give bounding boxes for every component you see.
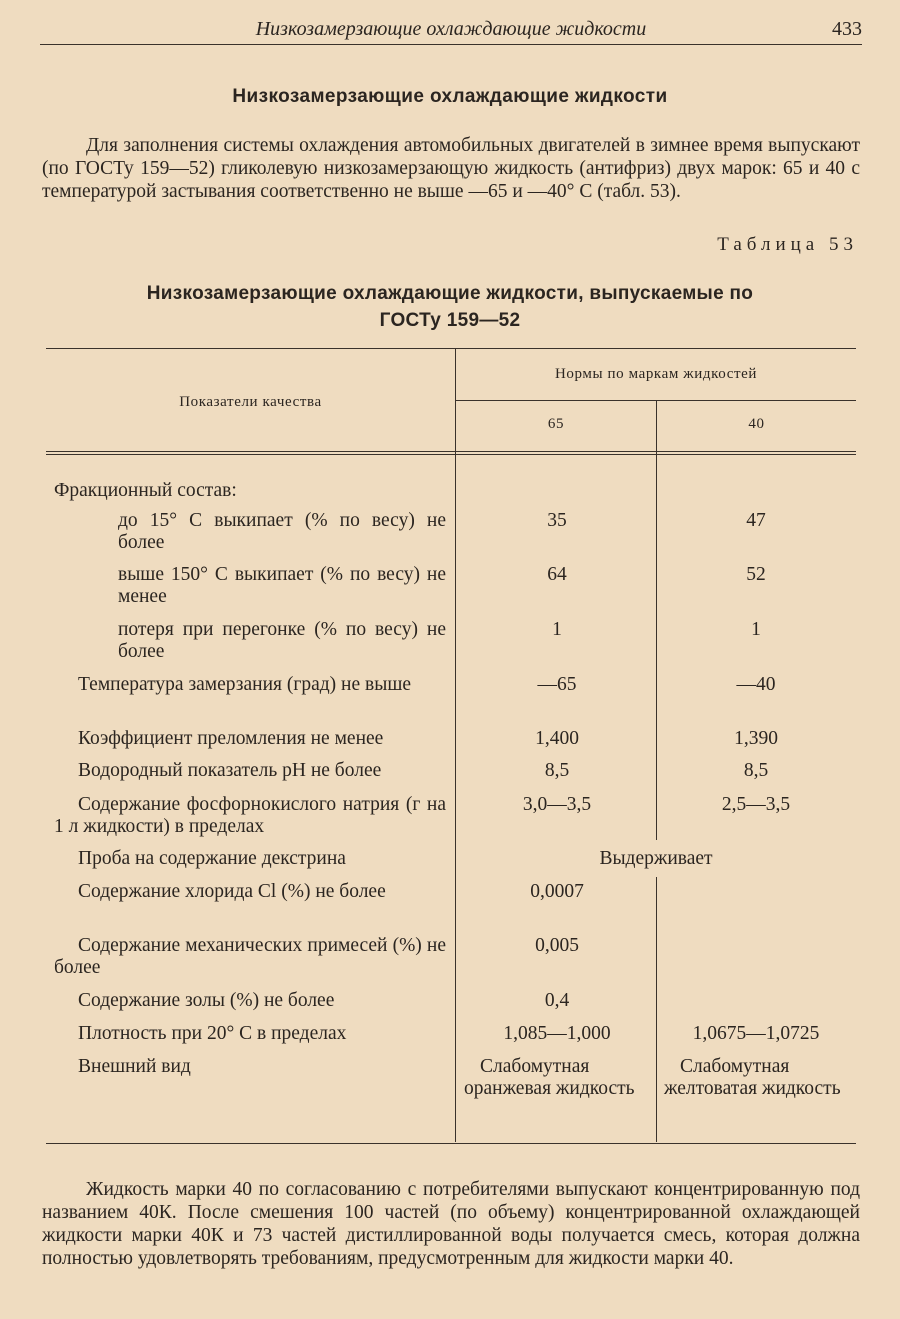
row-chloride-label: Содержание хлорида Cl (%) не более	[78, 881, 386, 902]
row-mech-65: 0,005	[535, 935, 579, 956]
fraction-heading: Фракционный состав:	[54, 480, 237, 501]
row-freeze-65: —65	[537, 674, 577, 695]
row-dextrin-merged: Выдерживает	[599, 848, 713, 869]
row-phosphate-40: 2,5—3,5	[721, 794, 791, 815]
row-loss-40: 1	[751, 619, 761, 640]
outro-paragraph: Жидкость марки 40 по согласованию с потребителями выпускают концентрированную под названием 40К. После смешения 100 частей (по объему) концентрированной охлаждающей жидкости марки 40К и 73 частей дистиллированной воды получается смесь, которая должна полностью удовлетворять требованиям, предусмотренным для жидкости марки 40.	[42, 1179, 860, 1269]
intro-paragraph: Для заполнения системы охлаждения автомобильных двигателей в зимнее время выпускают (по ГОСТу 159—52) гликолевую низкозамерзающую жидкость (антифриз) двух марок: 65 и 40 с температурой застывания соответственно не выше —65 и —40° С (табл. 53).	[42, 135, 860, 202]
row-dextrin-label: Проба на содержание декстрина	[78, 848, 346, 869]
row-chloride-65: 0,0007	[530, 881, 584, 902]
row-freeze-label: Температура замерзания (град) не выше	[78, 674, 411, 695]
row-refraction-65: 1,400	[535, 728, 579, 749]
row-ash-65: 0,4	[544, 990, 570, 1011]
running-header	[40, 14, 862, 45]
row-ph-label: Водородный показатель рН не более	[78, 760, 382, 781]
table-title-line1: Низкозамерзающие охлаждающие жидкости, выпускаемые по	[146, 283, 754, 304]
row-ph-40: 8,5	[743, 760, 769, 781]
row-appearance-label: Внешний вид	[78, 1056, 191, 1077]
table-title	[60, 280, 840, 334]
running-title: Низкозамерзающие охлаждающие жидкости	[255, 18, 647, 40]
header-subdivider	[455, 400, 856, 401]
header-double-rule	[46, 451, 856, 455]
row-density-label: Плотность при 20° С в пределах	[78, 1023, 347, 1044]
row-boil15-40: 47	[746, 510, 766, 531]
row-ash-label: Содержание золы (%) не более	[78, 990, 335, 1011]
row-boil150-65: 64	[547, 564, 567, 585]
row-boil150-label: выше 150° С выкипает (% по весу) не менее	[118, 564, 446, 607]
row-phosphate-label: Содержание фосфорнокислого натрия (г на 1 л жидкости) в пределах	[54, 794, 446, 837]
header-grade-40: 40	[748, 416, 765, 432]
row-phosphate-65: 3,0—3,5	[522, 794, 592, 815]
col-divider-6540-lower	[656, 877, 657, 1142]
header-norms: Нормы по маркам жидкостей	[554, 366, 758, 382]
row-boil15-65: 35	[547, 510, 567, 531]
table-label: Таблица 53	[717, 234, 858, 255]
header-quality: Показатели качества	[179, 394, 322, 410]
col-divider-6540-upper	[656, 400, 657, 840]
row-loss-65: 1	[552, 619, 562, 640]
row-refraction-40: 1,390	[734, 728, 778, 749]
row-mech-label: Содержание механических примесей (%) не более	[54, 935, 446, 978]
row-ph-65: 8,5	[544, 760, 570, 781]
row-density-65: 1,085—1,000	[503, 1023, 611, 1044]
row-boil150-40: 52	[746, 564, 766, 585]
table-title-line2: ГОСТу 159—52	[379, 310, 521, 331]
col-divider-main	[455, 348, 456, 1142]
row-appearance-65: Слабомутная оранжевая жидкость	[464, 1056, 635, 1099]
page-number: 433	[832, 18, 862, 40]
header-grade-65: 65	[547, 416, 565, 432]
row-boil15-label: до 15° С выкипает (% по весу) не более	[118, 510, 446, 553]
row-freeze-40: —40	[736, 674, 776, 695]
row-density-40: 1,0675—1,0725	[692, 1023, 820, 1044]
row-loss-label: потеря при перегонке (% по весу) не более	[118, 619, 446, 662]
row-appearance-40: Слабомутная желтоватая жидкость	[664, 1056, 841, 1099]
section-title: Низкозамерзающие охлаждающие жидкости	[232, 86, 668, 107]
row-refraction-label: Коэффициент преломления не менее	[78, 728, 384, 749]
